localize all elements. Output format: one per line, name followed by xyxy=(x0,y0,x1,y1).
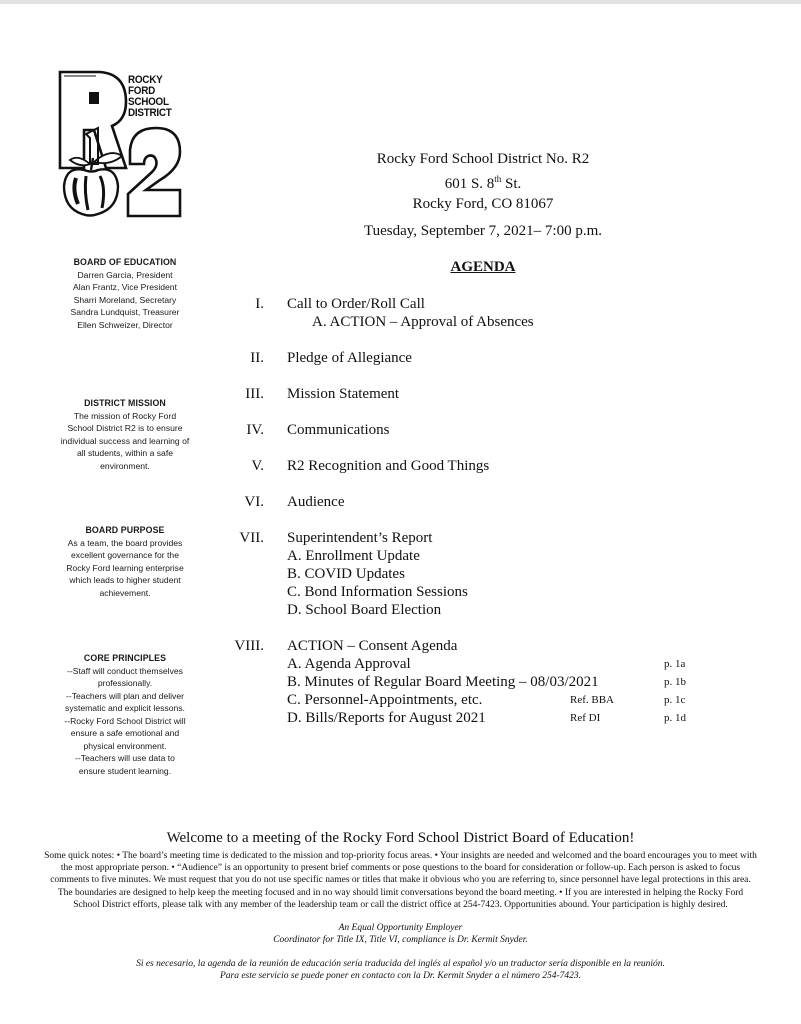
purpose-heading: BOARD PURPOSE xyxy=(85,525,165,535)
principles-heading: CORE PRINCIPLES xyxy=(83,653,167,663)
board-member: Alan Frantz, Vice President xyxy=(73,282,177,292)
agenda-item: Call to Order/Roll Call xyxy=(287,296,425,312)
board-member: Sandra Lundquist, Treasurer xyxy=(70,307,180,317)
principles-line: ensure student learning. xyxy=(78,765,172,776)
viewer-top-edge xyxy=(0,0,801,4)
agenda-item: R2 Recognition and Good Things xyxy=(287,458,490,474)
agenda-item: ACTION – Consent Agenda xyxy=(287,638,458,654)
equal-opportunity: An Equal Opportunity Employer xyxy=(338,923,463,933)
quick-notes xyxy=(44,850,757,911)
page-reference: p. 1b xyxy=(664,676,686,688)
bullet-icon: • xyxy=(171,863,178,874)
agenda-number: VII. xyxy=(239,530,264,546)
logo-word: ROCKY xyxy=(128,74,163,86)
consent-subitem: C. Personnel-Appointments, etc. xyxy=(287,692,483,708)
principles-line: --Teachers will plan and deliver xyxy=(66,690,184,701)
purpose-line: excellent governance for the xyxy=(71,550,179,560)
board-member: Ellen Schweizer, Director xyxy=(77,319,173,330)
agenda-subitem: B. COVID Updates xyxy=(287,566,405,582)
agenda-number: VIII. xyxy=(234,638,264,654)
consent-subitem: A. Agenda Approval xyxy=(287,656,411,672)
note-text: If you are interested in helping the Rocky Ford School District efforts, please talk with any member of the leadership team or call the district office at 254-7423. Opportunities abound. Your participation is highly desired. xyxy=(73,887,744,910)
agenda-subitem: C. Bond Information Sessions xyxy=(287,584,468,600)
page-reference: p. 1d xyxy=(664,712,686,724)
agenda-number: III. xyxy=(245,386,264,402)
note-text: Your insights are needed and welcomed and the board encourages you to meet with the most appropriate person. xyxy=(60,851,757,874)
core-principles-block xyxy=(50,652,200,777)
welcome-heading: Welcome to a meeting of the Rocky Ford School District Board of Education! xyxy=(166,830,635,846)
purpose-line: As a team, the board provides xyxy=(67,537,183,548)
bullet-icon: • xyxy=(559,887,565,898)
agenda-subitem: D. School Board Election xyxy=(287,602,442,618)
agenda-title: AGENDA xyxy=(450,259,516,275)
agenda-item: Pledge of Allegiance xyxy=(287,350,412,366)
agenda-number: II. xyxy=(250,350,264,366)
board-member: Sharri Moreland, Secretary xyxy=(73,294,177,305)
consent-subitem: D. Bills/Reports for August 2021 xyxy=(287,710,486,726)
agenda-item: Superintendent’s Report xyxy=(287,530,433,546)
principles-line: professionally. xyxy=(97,678,153,688)
principles-line: --Teachers will use data to xyxy=(75,753,175,763)
district-header xyxy=(330,149,636,214)
agenda-item: Audience xyxy=(287,494,345,510)
agenda-subitem: A. ACTION – Approval of Absences xyxy=(312,314,534,330)
address-ordinal: th xyxy=(494,174,502,184)
board-of-education-block xyxy=(50,256,200,331)
purpose-line: which leads to higher student xyxy=(69,575,181,585)
spanish-notice: Si es necesario, la agenda de la reunión de educación sería traducida del inglés al español y/o un traductor sería disponible en la reunión. xyxy=(136,959,665,969)
agenda-number: IV. xyxy=(246,422,264,438)
bullet-icon: • xyxy=(434,851,440,861)
district-name: Rocky Ford School District No. R2 xyxy=(376,151,590,167)
consent-subitem: B. Minutes of Regular Board Meeting – 08/03/2021 xyxy=(287,674,599,690)
principles-line: systematic and explicit lessons. xyxy=(65,703,185,713)
agenda-item: Communications xyxy=(287,422,390,438)
board-member: Darren Garcia, President xyxy=(77,269,173,280)
address-number: 601 S. 8 xyxy=(444,176,495,192)
note-text: “Audience” is an opportunity to present brief comments or pose questions to the board for consideration or follow-up. Each person is asked to focus comments to five minutes. We must request that you do not use specific names or titles that make it obvious who you are referring to, since personnel have legal protections in this area. The boundaries are designed to help keep the meeting focused and in no way should limit conversations beyond the board meeting. xyxy=(50,863,751,898)
board-heading: BOARD OF EDUCATION xyxy=(73,257,177,267)
page-reference: p. 1c xyxy=(664,694,686,706)
notes-intro: Some quick notes: xyxy=(44,851,115,861)
district-mission-block xyxy=(50,397,200,472)
logo-wordmark xyxy=(128,75,171,119)
principles-line: --Staff will conduct themselves xyxy=(67,665,183,676)
principles-line: --Rocky Ford School District will xyxy=(64,715,186,726)
bullet-icon: • xyxy=(116,851,123,861)
purpose-line: Rocky Ford learning enterprise xyxy=(66,562,184,573)
mission-line: The mission of Rocky Ford xyxy=(73,410,177,421)
logo-word: DISTRICT xyxy=(128,107,172,119)
mission-line: environment. xyxy=(100,460,150,471)
agenda-subitem: A. Enrollment Update xyxy=(287,548,420,564)
mission-line: School District R2 is to ensure xyxy=(67,423,183,433)
page-reference: p. 1a xyxy=(664,658,686,670)
agenda-number: I. xyxy=(255,296,264,312)
title-coordinator: Coordinator for Title IX, Title VI, compliance is Dr. Kermit Snyder. xyxy=(273,935,528,945)
policy-reference: Ref. BBA xyxy=(570,694,614,706)
spanish-contact: Para este servicio se puede poner en contacto con la Dr. Kermit Snyder a el número 254-7423. xyxy=(219,971,582,981)
principles-line: ensure a safe emotional and xyxy=(70,728,180,738)
board-purpose-block xyxy=(50,524,200,599)
agenda-item: Mission Statement xyxy=(287,386,400,402)
district-address xyxy=(330,169,636,194)
meeting-date: Tuesday, September 7, 2021– 7:00 p.m. xyxy=(363,223,603,239)
policy-reference: Ref DI xyxy=(570,712,601,724)
district-city: Rocky Ford, CO 81067 xyxy=(412,196,554,212)
principles-line: physical environment. xyxy=(83,740,167,751)
logo-word: FORD xyxy=(128,85,155,97)
agenda-number: V. xyxy=(251,458,264,474)
address-street: St. xyxy=(501,176,522,192)
logo-word: SCHOOL xyxy=(128,96,169,108)
agenda-number: VI. xyxy=(244,494,264,510)
mission-line: all students, within a safe xyxy=(76,448,174,458)
note-text: The board’s meeting time is dedicated to the mission and top-priority focus areas. xyxy=(122,851,433,861)
mission-line: individual success and learning of xyxy=(60,435,190,446)
mission-heading: DISTRICT MISSION xyxy=(84,398,166,408)
purpose-line: achievement. xyxy=(99,587,151,598)
